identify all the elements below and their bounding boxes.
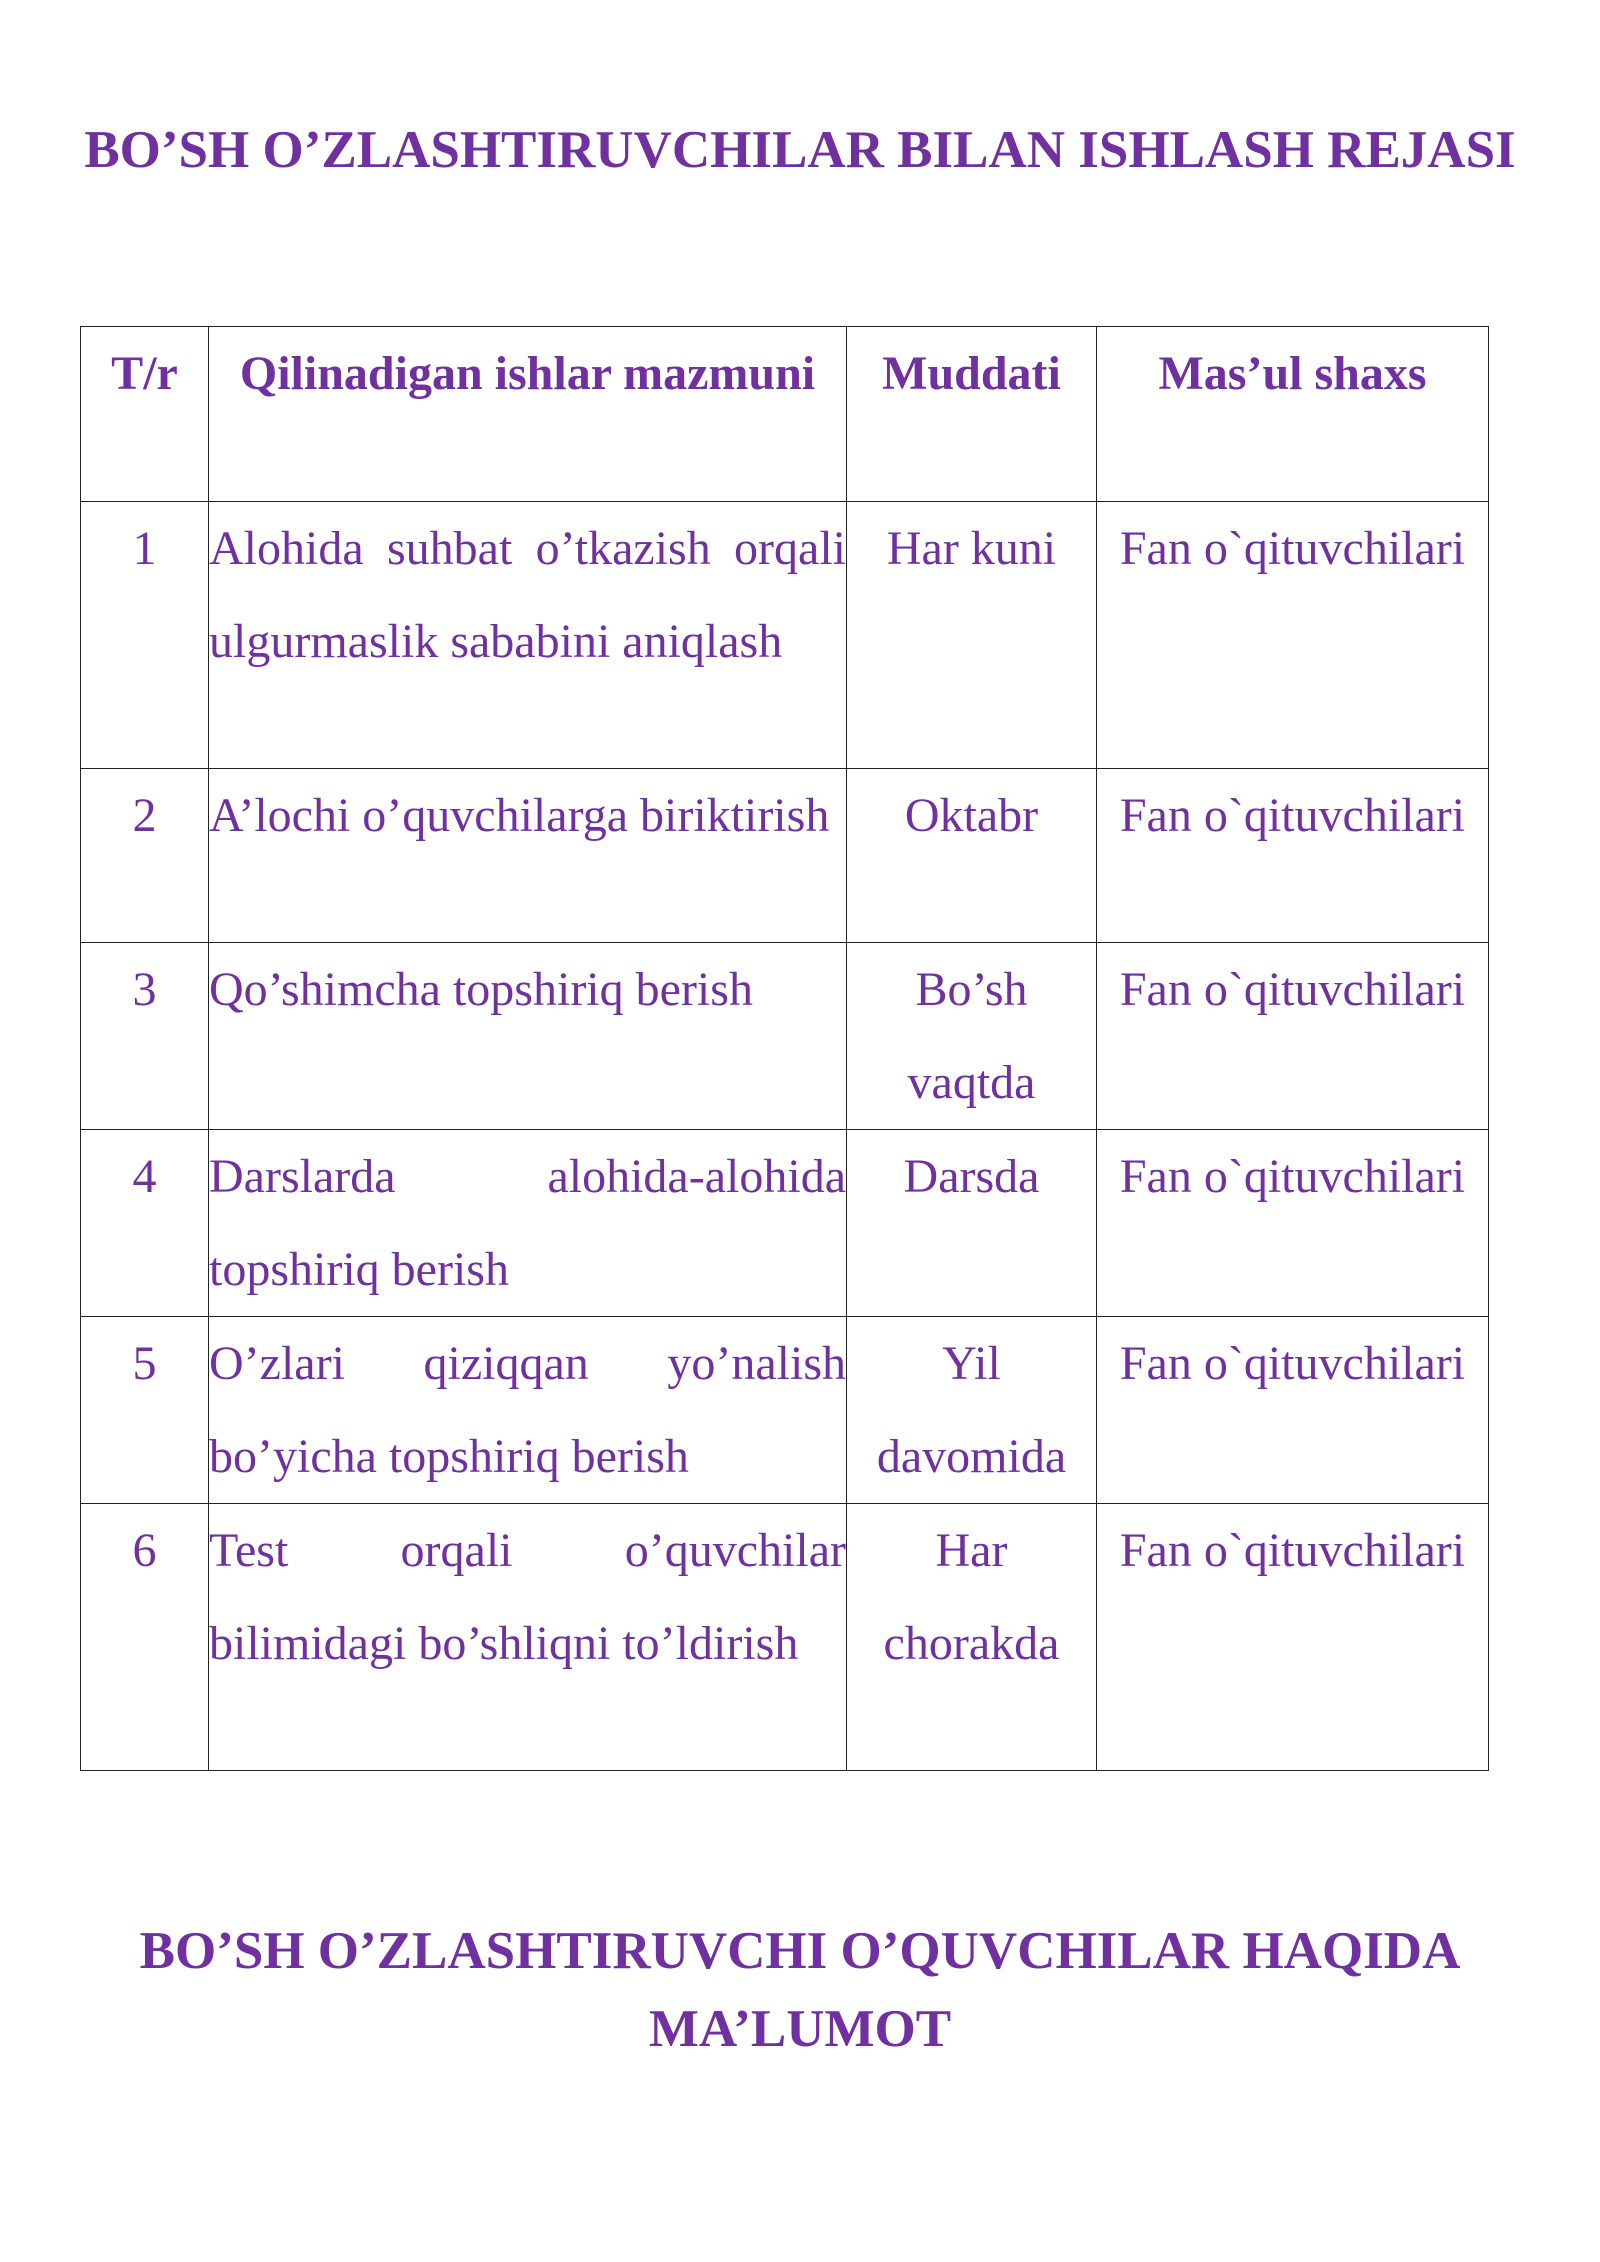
table-row (81, 1504, 1489, 1771)
table-row (81, 1317, 1489, 1504)
header-term: Muddati (847, 327, 1097, 502)
row-responsible: Fan o`qituvchilari (1097, 502, 1489, 769)
row-task: Darslarda alohida-alohida topshiriq berish (209, 1130, 847, 1317)
row-task: O’zlari qiziqqan yo’nalish bo’yicha topshiriq berish (209, 1317, 847, 1504)
row-number: 4 (81, 1130, 209, 1317)
row-responsible: Fan o`qituvchilari (1097, 769, 1489, 943)
row-task: Test orqali o’quvchilar bilimidagi bo’shliqni to’ldirish (209, 1504, 847, 1771)
row-term: Bo’sh vaqtda (847, 943, 1097, 1130)
work-plan-table (80, 326, 1489, 1771)
row-number: 1 (81, 502, 209, 769)
section-title: BO’SH O’ZLASHTIRUVCHI O’QUVCHILAR HAQIDA MA’LUMOT (139, 1922, 1461, 2058)
table-row (81, 943, 1489, 1130)
row-term: Har kuni (847, 502, 1097, 769)
row-term: Yil davomida (847, 1317, 1097, 1504)
row-term: Har chorakda (847, 1504, 1097, 1771)
table-row (81, 502, 1489, 769)
row-task: Qo’shimcha topshiriq berish (209, 943, 847, 1130)
table-row (81, 769, 1489, 943)
header-number: T/r (81, 327, 209, 502)
row-number: 2 (81, 769, 209, 943)
table-row (81, 1130, 1489, 1317)
row-number: 3 (81, 943, 209, 1130)
row-term: Oktabr (847, 769, 1097, 943)
row-responsible: Fan o`qituvchilari (1097, 1317, 1489, 1504)
row-responsible: Fan o`qituvchilari (1097, 1504, 1489, 1771)
row-responsible: Fan o`qituvchilari (1097, 943, 1489, 1130)
row-term: Darsda (847, 1130, 1097, 1317)
header-responsible: Mas’ul shaxs (1097, 327, 1489, 502)
row-number: 6 (81, 1504, 209, 1771)
row-responsible: Fan o`qituvchilari (1097, 1130, 1489, 1317)
page-title: BO’SH O’ZLASHTIRUVCHILAR BILAN ISHLASH REJASI (84, 121, 1516, 179)
header-task: Qilinadigan ishlar mazmuni (209, 327, 847, 502)
row-task: Alohida suhbat o’tkazish orqali ulgurmaslik sababini aniqlash (209, 502, 847, 769)
row-task: A’lochi o’quvchilarga biriktirish (209, 769, 847, 943)
table-header-row (81, 327, 1489, 502)
row-number: 5 (81, 1317, 209, 1504)
